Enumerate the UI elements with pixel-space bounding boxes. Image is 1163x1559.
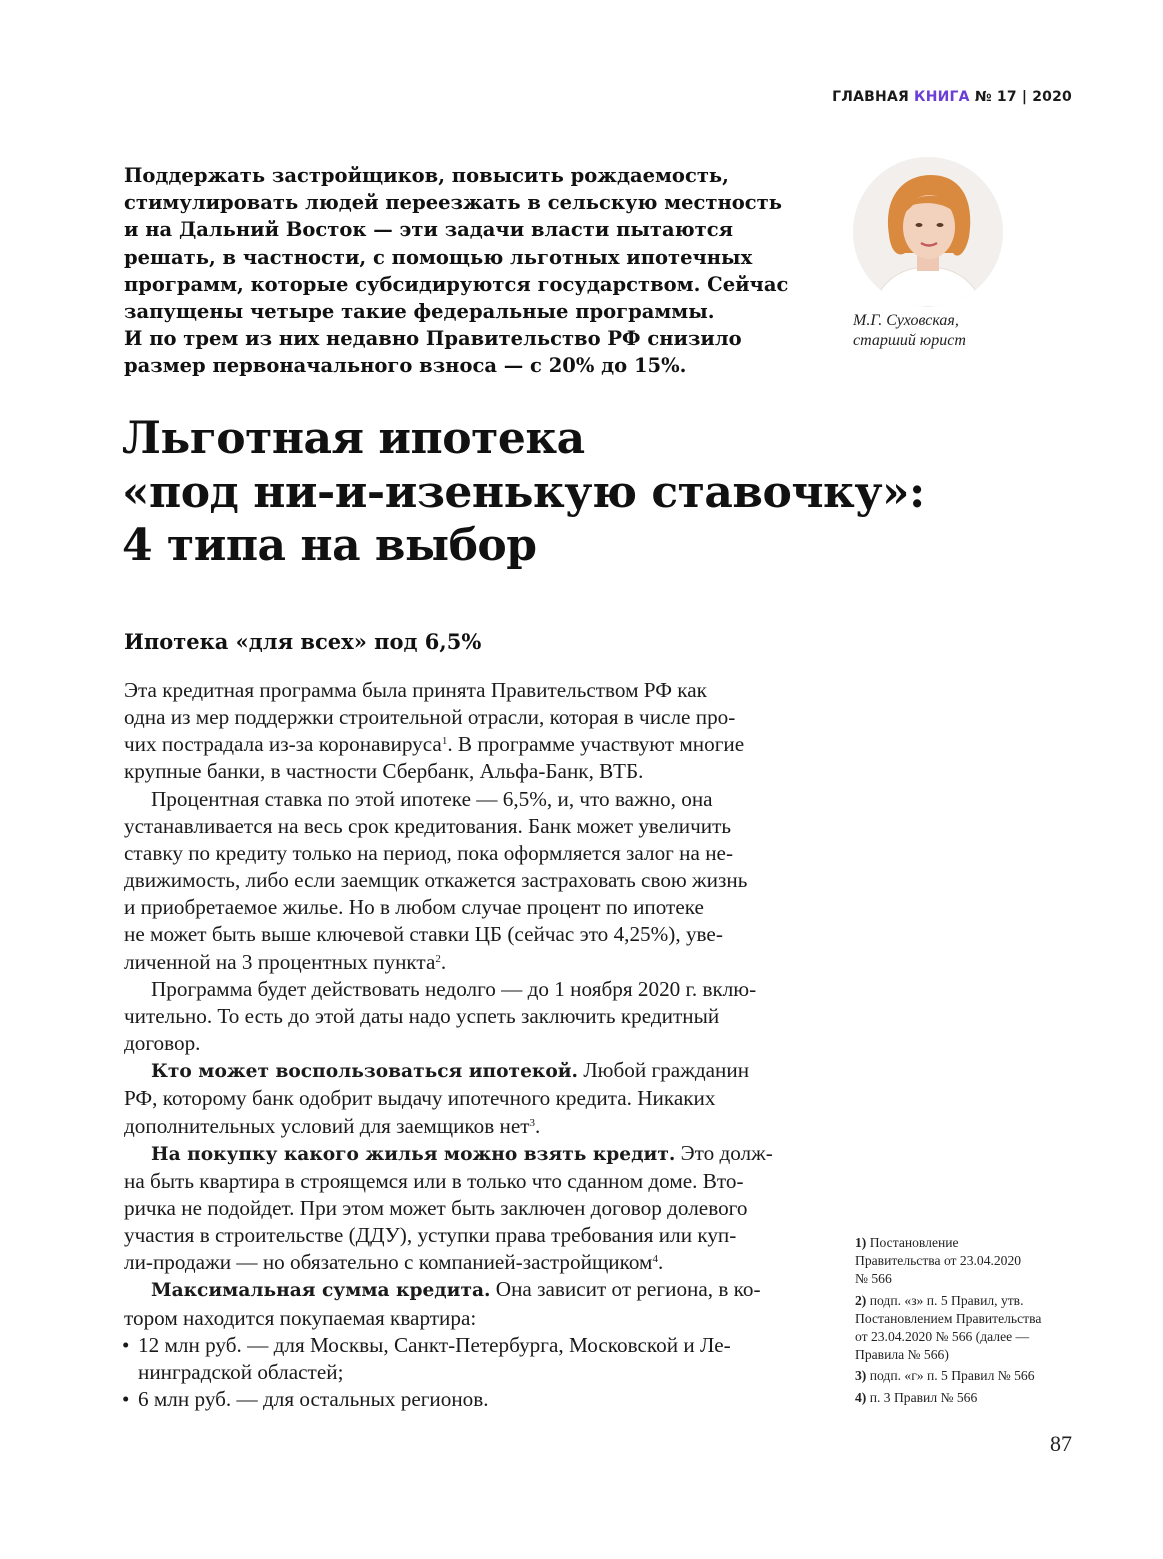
footnote <box>855 1389 1085 1407</box>
header-issue: № 17 | 2020 <box>974 89 1072 105</box>
footnote-text: Постановление <box>866 1235 959 1250</box>
run-in-heading: На покупку какого жилья можно взять кредит. <box>151 1143 676 1165</box>
body-line: на быть квартира в строящемся или в только что сданном доме. Вто- <box>124 1168 744 1193</box>
footnote-ref[interactable]: 3 <box>529 1116 536 1129</box>
body-line: устанавливается на весь срок кредитования. Банк может увеличить <box>124 813 732 838</box>
footnote-text: Правила № 566) <box>855 1347 949 1363</box>
body-line: Эта кредитная программа была принята Правительством РФ как <box>124 678 707 702</box>
title-line: «под ни-и-изенькую ставочку»: <box>122 466 925 518</box>
footnote-text: п. 3 Правил № 566 <box>866 1389 978 1405</box>
footnote <box>855 1234 1085 1289</box>
body-line <box>124 1276 800 1304</box>
body-text: дополнительных условий для заемщиков нет <box>124 1113 530 1138</box>
footnote-ref[interactable]: 4 <box>652 1253 658 1266</box>
body-line <box>124 731 800 758</box>
article-body <box>124 677 800 1413</box>
intro-line: программ, которые субсидируются государством. Сейчас <box>124 272 789 296</box>
intro-line: решать, в частности, с помощью льготных ипотечных <box>124 245 753 269</box>
body-line: Программа будет действовать недолго — до 1 ноября 2020 г. вклю- <box>151 976 757 1001</box>
section-heading: Ипотека «для всех» под 6,5% <box>124 629 482 654</box>
footnote <box>855 1292 1085 1365</box>
body-line: Процентная ставка по этой ипотеке — 6,5%, и, что важно, она <box>151 786 713 811</box>
footnote <box>855 1367 1085 1385</box>
body-line: ставку по кредиту только на период, пока оформляется залог на не- <box>124 840 733 865</box>
body-line: не может быть выше ключевой ставки ЦБ (сейчас это 4,25%), уве- <box>124 922 723 947</box>
title-line: 4 типа на выбор <box>122 520 537 571</box>
run-in-heading: Кто может воспользоваться ипотекой. <box>151 1061 579 1083</box>
body-line <box>124 949 800 976</box>
body-text: чих пострадала из-за коронавируса <box>124 732 442 757</box>
body-line <box>124 1057 800 1085</box>
body-text: . <box>535 1113 541 1138</box>
footnote-number: 3) <box>855 1368 867 1384</box>
intro-line: и на Дальний Восток — эти задачи власти пытаются <box>124 218 733 242</box>
footnote-text: Правительства от 23.04.2020 <box>855 1253 1022 1269</box>
body-line: и приобретаемое жилье. Но в любом случае процент по ипотеке <box>124 895 704 920</box>
page-header <box>832 89 1072 105</box>
footnote-text: подп. «з» п. 5 Правил, утв. <box>866 1292 1024 1308</box>
footnote-number: 4) <box>855 1389 867 1405</box>
body-line: тором находится покупаемая квартира: <box>124 1305 477 1330</box>
body-line: договор. <box>124 1031 201 1056</box>
footnote-text: от 23.04.2020 № 566 (далее — <box>855 1329 1030 1345</box>
header-brand: ГЛАВНАЯ <box>832 89 909 105</box>
body-line <box>124 1140 800 1168</box>
body-line: крупные банки, в частности Сбербанк, Альфа-Банк, ВТБ. <box>124 759 644 784</box>
body-text: . <box>440 949 447 974</box>
intro-line: И по трем из них недавно Правительство РФ снизило <box>124 327 742 351</box>
footnote-number: 2) <box>855 1292 867 1308</box>
title-line: Льготная ипотека <box>122 413 585 464</box>
body-line: РФ, которому банк одобрит выдачу ипотечного кредита. Никаких <box>124 1086 716 1111</box>
body-line: участия в строительстве (ДДУ), уступки права требования или куп- <box>124 1223 737 1248</box>
body-line: одна из мер поддержки строительной отрасли, которая в числе про- <box>124 705 736 730</box>
page-number: 87 <box>1050 1431 1072 1456</box>
intro-line: размер первоначального взноса — с 20% до 15%. <box>124 354 687 378</box>
list-item: • 6 млн руб. — для остальных регионов. <box>124 1386 800 1413</box>
footnote-text: подп. «г» п. 5 Правил № 566 <box>866 1368 1035 1384</box>
body-line <box>124 1249 800 1276</box>
footnote-text: № 566 <box>855 1271 892 1287</box>
body-text: Она зависит от региона, в ко- <box>490 1277 761 1302</box>
author-photo <box>853 157 1003 307</box>
body-line: движимость, либо если заемщик откажется застраховать свою жизнь <box>124 868 748 893</box>
footnote-text: Постановлением Правительства <box>855 1310 1042 1326</box>
run-in-heading: Максимальная сумма кредита. <box>151 1280 491 1302</box>
author-portrait-icon <box>853 157 1003 307</box>
author-caption <box>853 311 966 351</box>
intro-line: запущены четыре такие федеральные программы. <box>124 300 715 324</box>
footnote-ref[interactable]: 2 <box>435 952 441 965</box>
body-text: ли-продажи — но обязательно с компанией-застройщиком <box>124 1250 653 1275</box>
body-text: . В программе участвуют многие <box>447 732 745 757</box>
list-item-continuation: нинградской областей; <box>138 1359 344 1384</box>
footnote-number: 1) <box>855 1235 867 1250</box>
body-line: чительно. То есть до этой даты надо успеть заключить кредитный <box>124 1003 720 1028</box>
body-text: . <box>657 1250 664 1275</box>
intro-lead <box>124 162 824 380</box>
author-role: старший юрист <box>853 332 966 349</box>
body-text: Любой гражданин <box>578 1058 750 1083</box>
intro-line: стимулировать людей переезжать в сельскую местность <box>124 191 782 215</box>
body-line: ричка не подойдет. При этом может быть заключен договор долевого <box>124 1195 748 1220</box>
header-brand-accent: КНИГА <box>914 89 970 105</box>
intro-line: Поддержать застройщиков, повысить рождаемость, <box>124 164 729 187</box>
article-title <box>122 412 1022 573</box>
author-name: М.Г. Суховская, <box>853 312 959 329</box>
body-line <box>124 1113 800 1140</box>
footnote-ref[interactable]: 1 <box>441 735 448 748</box>
body-text: личенной на 3 процентных пункта <box>124 949 436 974</box>
list-item: • 12 млн руб. — для Москвы, Санкт-Петербурга, Московской и Ле- <box>124 1332 800 1359</box>
footnotes <box>855 1234 1085 1410</box>
body-text: Это долж- <box>675 1140 773 1165</box>
